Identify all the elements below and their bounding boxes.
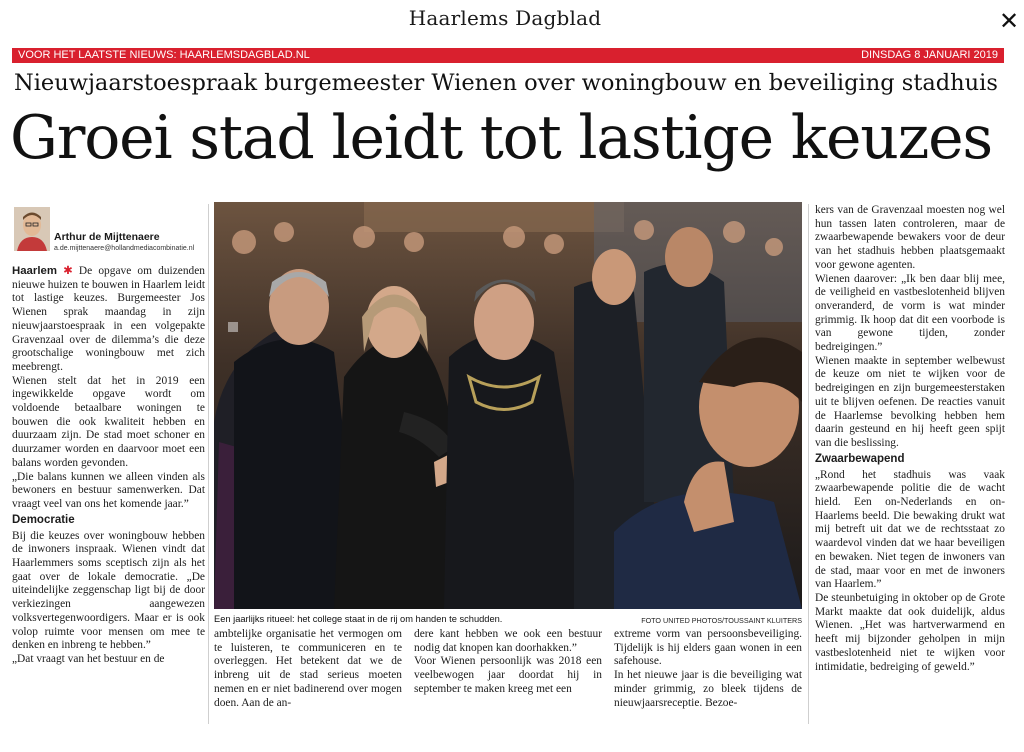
- paragraph: extreme vorm van persoonsbeveiliging. Tijdelijk is hij elders gaan wonen in een safehouse.: [614, 628, 802, 668]
- paragraph: dere kant hebben we ook een bestuur nodig dat knopen kan doorhakken.”: [414, 628, 602, 654]
- photo-caption: Een jaarlijks ritueel: het college staat in de rij om handen te schudden.: [214, 614, 503, 624]
- banner-date: DINSDAG 8 JANUARI 2019: [861, 49, 998, 61]
- avatar: [14, 207, 50, 251]
- author-email[interactable]: a.de.mijttenaere@hollandmediacombinatie.nl: [54, 245, 195, 252]
- author-name: Arthur de Mijttenaere: [54, 231, 160, 243]
- article-column-2: [214, 628, 402, 710]
- author-photo: [14, 207, 50, 251]
- paragraph: kers van de Gravenzaal moesten nog wel hun tassen laten controleren, maar de zwaarbewapende bewakers voor de deur van het stadhuis hebben plaatsgemaakt voor gewone agenten.: [815, 204, 1005, 271]
- dateline-place: Haarlem: [12, 265, 57, 277]
- paragraph: „Dat vraagt van het bestuur en de: [12, 652, 165, 665]
- paragraph: Wienen daarover: „Ik ben daar blij mee, de veiligheid en vastbeslotenheid blijven onveranderd, de vorm is wat minder grimmig. Ik hoop dat dit een voorbode is van gewone tijden, zonder bedreigingen.”: [815, 272, 1005, 354]
- author-byline: [12, 205, 207, 257]
- close-button[interactable]: ✕: [998, 7, 1020, 35]
- subheading: Zwaarbewapend: [815, 452, 905, 465]
- photo-credit: FOTO UNITED PHOTOS/TOUSSAINT KLUITERS: [641, 616, 802, 625]
- article-column-3: [414, 628, 602, 697]
- app-header: [0, 0, 1024, 44]
- article-column-4: [614, 628, 802, 710]
- paragraph: Bij die keuzes over woningbouw hebben de inwoners inspraak. Wienen vindt dat Haarlemmers soms sceptisch zijn als het gaat over de lokale democratie. „De uiteindelijke zeggenschap ligt bij de door verkiezingen aangewezen volksvertegenwoordigers. Maar er is ook volop ruimte voor mensen om mee te denken en inbreng te hebben.”: [12, 529, 205, 652]
- article-photo[interactable]: [214, 202, 802, 609]
- reception-photo: [214, 202, 802, 609]
- article-column-1: [12, 264, 205, 667]
- newspaper-logo: Haarlems Dagblad: [408, 6, 602, 30]
- subheading: Democratie: [12, 513, 75, 526]
- paragraph: Wienen maakte in september welbewust de keuze om niet te wijken voor de bedreigingen en zijn burgemeesterstaken uit te blijven oefenen. De reacties vanuit de Haarlemse bevolking hebben hem daarin gesteund en hij heeft geen spijt van die beslissing.: [815, 354, 1005, 449]
- paragraph: „Rond het stadhuis was vaak zwaarbewapende politie die de wacht hield. Een on-Nederlands en on-Haarlems beeld. Die bewaking drukt wat mij betreft uit dat we de rechtsstaat zo waardevol vinden dat we haar beveiligen en bewaken. Niet tegen de inwoners van de stad, maar voor en met de inwoners van Haarlem.”: [815, 468, 1005, 591]
- paragraph-text: De opgave om duizenden nieuwe huizen te bouwen in Haarlem leidt tot lastige keuzes. Burgemeester Jos Wienen sprak maandag in zijn nieuwjaarstoespraak in een volgepakte Gravenzaal over de dilemma’s die deze grootschalige woningbouw met zich meebrengt.: [12, 265, 205, 373]
- paragraph: Voor Wienen persoonlijk was 2018 een veelbewogen jaar doordat hij in september te maken kreeg met een: [414, 655, 602, 695]
- star-icon: ✱: [63, 263, 73, 277]
- paragraph: [12, 264, 205, 375]
- paragraph: ambtelijke organisatie het vermogen om te luisteren, te communiceren en te overleggen. Het betekent dat we de inbreng uit de stad serieus moeten nemen en er niet badinerend over mogen doen. Aan de an-: [214, 628, 402, 709]
- article-headline: Groei stad leidt tot lastige keuzes: [10, 103, 993, 173]
- article-column-5: [815, 204, 1005, 674]
- banner-website-link[interactable]: VOOR HET LAATSTE NIEUWS: HAARLEMSDAGBLAD.NL: [18, 49, 310, 61]
- paragraph: De steunbetuiging in oktober op de Grote Markt maakte dat ook duidelijk, aldus Wienen. „Het was hartverwarmend en heeft mij bijzonder geholpen in mijn vastbeslotenheid niet te wijken voor intimidatie, bedreiging of geweld.”: [815, 591, 1005, 673]
- column-divider: [208, 204, 209, 724]
- article-kicker: Nieuwjaarstoespraak burgemeester Wienen over woningbouw en beveiliging stadhuis: [14, 70, 998, 96]
- column-divider: [808, 204, 809, 724]
- paragraph: „Die balans kunnen we alleen vinden als bewoners en bestuur samenwerken. Dat vraagt veel van ons het komende jaar.”: [12, 470, 205, 510]
- paragraph: In het nieuwe jaar is die beveiliging wat minder grimmig, zo bleek tijdens de nieuwjaarsreceptie. Bezoe-: [614, 669, 802, 709]
- paragraph: Wienen stelt dat het in 2019 een ingewikkelde opgave wordt om voldoende betaalbare woningen te bouwen die ook kwaliteit hebben en duurzaam zijn. De stad moet schoner en duurzamer worden en daarvoor moet een balans worden gevonden.: [12, 374, 205, 469]
- news-banner: [12, 48, 1004, 63]
